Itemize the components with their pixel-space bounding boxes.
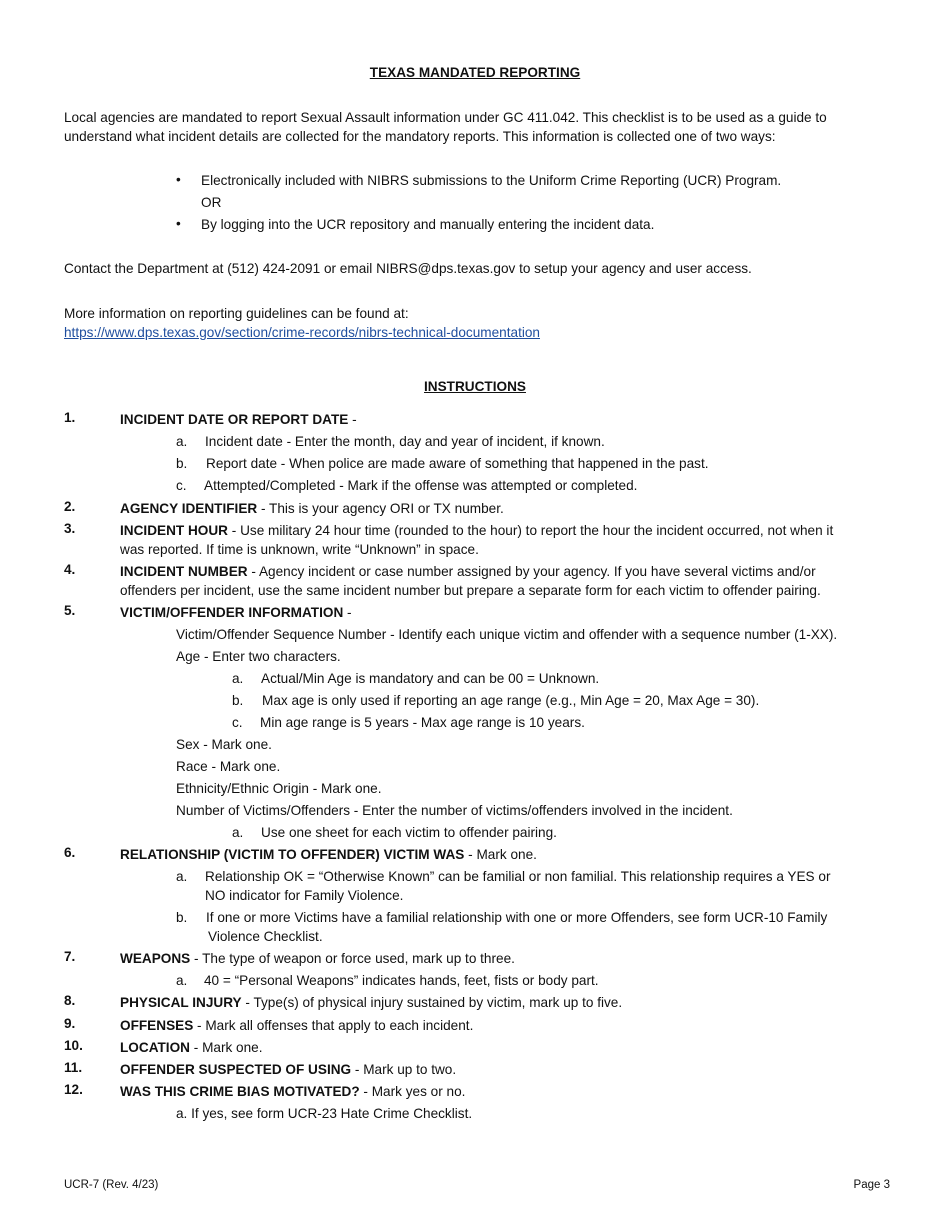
bullet-icon: • — [176, 172, 181, 187]
item-label: WAS THIS CRIME BIAS MOTIVATED? — [120, 1084, 360, 1099]
sub-item: Incident date - Enter the month, day and year of incident, if known. — [205, 434, 605, 449]
race-text: Race - Mark one. — [176, 759, 281, 774]
intro-line-2: understand what incident details are collected for the mandatory reports. This information is collected one of two ways: — [64, 129, 776, 144]
item-number: 5. — [64, 603, 76, 618]
sub-item: a. If yes, see form UCR-23 Hate Crime Checklist. — [176, 1106, 473, 1121]
item-label: INCIDENT NUMBER — [120, 564, 248, 579]
item-number: 8. — [64, 993, 76, 1008]
item-label: AGENCY IDENTIFIER — [120, 501, 258, 516]
sub-item: Use one sheet for each victim to offender pairing. — [261, 825, 557, 840]
sub-item: 40 = “Personal Weapons” indicates hands, feet, fists or body part. — [204, 973, 599, 988]
item-text-continued: was reported. If time is unknown, write “Unknown” in space. — [120, 542, 479, 557]
item-text: - Mark one. — [464, 847, 537, 862]
item-label: VICTIM/OFFENDER INFORMATION — [120, 605, 344, 620]
sub-item: If one or more Victims have a familial relationship with one or more Offenders, see form UCR-10 Family — [206, 910, 828, 925]
item-incident-hour — [120, 521, 833, 540]
item-text: - Mark yes or no. — [359, 1084, 466, 1099]
item-text: - Mark up to two. — [351, 1062, 457, 1077]
sub-marker: a. — [176, 434, 188, 449]
sub-item: Min age range is 5 years - Max age range is 10 years. — [260, 715, 585, 730]
item-bias-motivated — [120, 1082, 465, 1101]
more-info-text: More information on reporting guidelines can be found at: — [64, 306, 409, 321]
bullet-item-2: By logging into the UCR repository and manually entering the incident data. — [201, 217, 655, 232]
or-label: OR — [201, 195, 222, 210]
item-number: 2. — [64, 499, 76, 514]
item-text: - — [348, 412, 357, 427]
sub-marker: a. — [232, 671, 244, 686]
number-of-victims-text: Number of Victims/Offenders - Enter the number of victims/offenders involved in the incident. — [176, 803, 733, 818]
item-location — [120, 1038, 263, 1057]
item-offenses — [120, 1016, 473, 1035]
item-text: - This is your agency ORI or TX number. — [257, 501, 504, 516]
item-text: - The type of weapon or force used, mark up to three. — [190, 951, 515, 966]
documentation-link[interactable]: https://www.dps.texas.gov/section/crime-records/nibrs-technical-documentation — [64, 325, 540, 340]
item-number: 7. — [64, 949, 76, 964]
item-label: OFFENDER SUSPECTED OF USING — [120, 1062, 352, 1077]
item-label: RELATIONSHIP (VICTIM TO OFFENDER) VICTIM WAS — [120, 847, 465, 862]
item-number: 10. — [64, 1038, 83, 1053]
instructions-title: INSTRUCTIONS — [424, 379, 526, 394]
item-relationship — [120, 845, 537, 864]
sub-marker: a. — [232, 825, 244, 840]
sub-marker: a. — [176, 869, 188, 884]
footer-form-id: UCR-7 (Rev. 4/23) — [64, 1179, 159, 1191]
ethnicity-text: Ethnicity/Ethnic Origin - Mark one. — [176, 781, 382, 796]
item-text: - Type(s) of physical injury sustained by victim, mark up to five. — [241, 995, 623, 1010]
sex-text: Sex - Mark one. — [176, 737, 272, 752]
sub-item: Report date - When police are made aware of something that happened in the past. — [206, 456, 709, 471]
item-text: - Mark all offenses that apply to each incident. — [193, 1018, 474, 1033]
footer-page-number: Page 3 — [853, 1179, 890, 1191]
item-number: 6. — [64, 845, 76, 860]
page-title: TEXAS MANDATED REPORTING — [369, 65, 581, 80]
item-number: 4. — [64, 562, 76, 577]
age-text: Age - Enter two characters. — [176, 649, 341, 664]
item-label: INCIDENT HOUR — [120, 523, 228, 538]
sub-item: Max age is only used if reporting an age range (e.g., Min Age = 20, Max Age = 30). — [262, 693, 760, 708]
item-label: PHYSICAL INJURY — [120, 995, 242, 1010]
sub-item: Actual/Min Age is mandatory and can be 00 = Unknown. — [261, 671, 600, 686]
sub-marker: a. — [176, 973, 188, 988]
item-text: - — [343, 605, 352, 620]
item-number: 11. — [64, 1060, 83, 1075]
sub-item: Relationship OK = “Otherwise Known” can be familial or non familial. This relationship requires a YES or — [205, 869, 831, 884]
sub-marker: c. — [232, 715, 243, 730]
sequence-number-text: Victim/Offender Sequence Number - Identify each unique victim and offender with a sequence number (1-XX). — [176, 627, 838, 642]
item-number: 12. — [64, 1082, 83, 1097]
item-number: 1. — [64, 410, 76, 425]
contact-text: Contact the Department at (512) 424-2091 or email NIBRS@dps.texas.gov to setup your agency and user access. — [64, 261, 752, 276]
sub-item-continued: NO indicator for Family Violence. — [205, 888, 404, 903]
item-victim-offender-info — [120, 603, 352, 622]
sub-item: Attempted/Completed - Mark if the offense was attempted or completed. — [204, 478, 638, 493]
item-number: 9. — [64, 1016, 76, 1031]
item-number: 3. — [64, 521, 76, 536]
item-physical-injury — [120, 993, 622, 1012]
item-incident-number — [120, 562, 816, 581]
sub-item-continued: Violence Checklist. — [208, 929, 323, 944]
item-text-continued: offenders per incident, use the same incident number but prepare a separate form for each victim to offender pairing. — [120, 583, 821, 598]
sub-marker: c. — [176, 478, 187, 493]
item-label: WEAPONS — [120, 951, 191, 966]
bullet-icon: • — [176, 216, 181, 231]
sub-marker: b. — [176, 910, 188, 925]
item-text: - Use military 24 hour time (rounded to the hour) to report the hour the incident occurred, not when it — [228, 523, 834, 538]
item-agency-identifier — [120, 499, 504, 518]
item-text: - Mark one. — [189, 1040, 263, 1055]
sub-marker: b. — [232, 693, 244, 708]
item-incident-date — [120, 410, 357, 429]
item-label: LOCATION — [120, 1040, 190, 1055]
item-label: INCIDENT DATE OR REPORT DATE — [120, 412, 349, 427]
bullet-item-1: Electronically included with NIBRS submissions to the Uniform Crime Reporting (UCR) Program. — [201, 173, 782, 188]
item-weapons — [120, 949, 515, 968]
item-text: - Agency incident or case number assigned by your agency. If you have several victims and/or — [247, 564, 816, 579]
intro-line-1: Local agencies are mandated to report Sexual Assault information under GC 411.042. This checklist is to be used as a guide to — [64, 110, 827, 125]
sub-marker: b. — [176, 456, 188, 471]
item-offender-suspected — [120, 1060, 456, 1079]
item-label: OFFENSES — [120, 1018, 194, 1033]
